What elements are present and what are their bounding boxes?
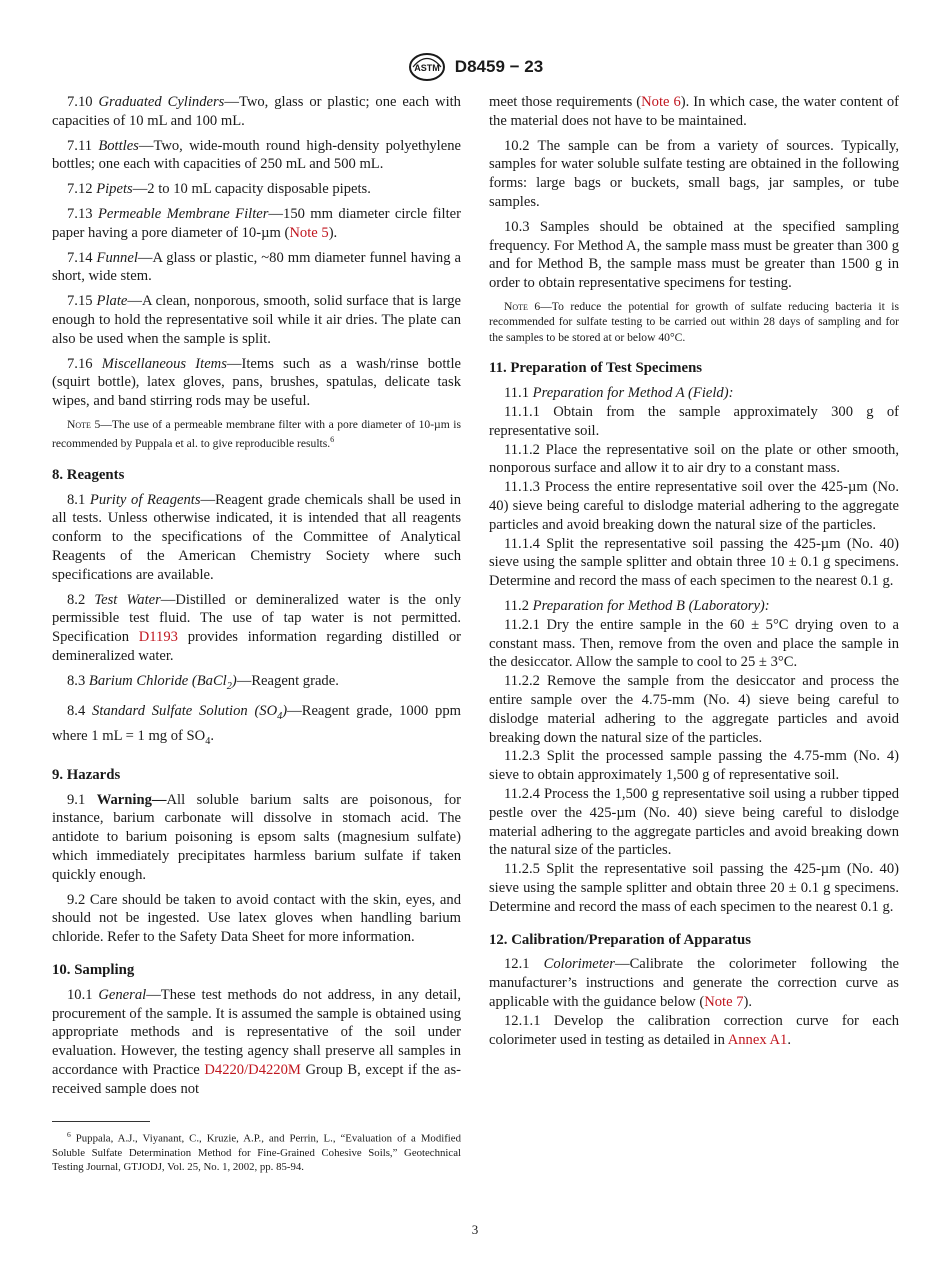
note-7-link[interactable]: Note 7 bbox=[704, 993, 744, 1010]
section-11-1-3: 11.1.3 Process the entire representative soil over the 425-µm (No. 40) sieve being careful to dislodge material adhering to the aggregate particles and avoid breaking down the natural size of the particles. bbox=[489, 479, 899, 533]
left-column bbox=[52, 93, 461, 1175]
heading-sampling: 10. Sampling bbox=[52, 962, 135, 979]
section-11-1-2: 11.1.2 Place the representative soil on the plate or other smooth, nonporous surface and allow it to air dry to a constant mass. bbox=[489, 441, 899, 477]
right-column bbox=[489, 93, 899, 1049]
footnote-divider bbox=[52, 1121, 150, 1122]
section-8-1: 8.1 Purity of Reagents—Reagent grade chemicals shall be used in all tests. Unless otherwise indicated, it is intended that all reagents conform to the specifications of the Committee of Analytical Reagents of the American Chemistry Society where such specifications are available. bbox=[52, 491, 462, 583]
section-7-16: 7.16 Miscellaneous Items—Items such as a wash/rinse bottle (squirt bottle), latex gloves, pans, brushes, spatulas, delicate task wipes, and band stirring rods may be useful. bbox=[52, 355, 461, 410]
section-10-2: 10.2 The sample can be from a variety of sources. Typically, samples for water soluble sulfate testing are obtained in the following forms: large bags or buckets, small bags, jar samples, or tube samples. bbox=[489, 137, 899, 210]
section-8-3: 8.3 Barium Chloride (BaCl$_2$)—Reagent grade. bbox=[67, 672, 339, 692]
section-11-2-3: 11.2.3 Split the processed sample passing the 4.75-mm (No. 4) sieve to obtain approximately 1,500 g of representative soil. bbox=[489, 748, 899, 784]
note-6-link[interactable]: Note 6 bbox=[641, 94, 681, 110]
section-11-2-4: 11.2.4 Process the 1,500 g representative soil using a rubber tipped pestle over the 425-µm (No. 40) sieve being careful to dislodge material adhering to the aggregate particles and avoid breaking down the natural size of the particles. bbox=[489, 786, 899, 859]
section-12-1-1: 12.1.1 Develop the calibration correction curve for each colorimeter used in testing as detailed in Annex A1. bbox=[489, 1012, 899, 1048]
section-7-11: 7.11 Bottles—Two, wide-mouth round high-density polyethylene bottles; one each with capacities of 250 mL and 500 mL. bbox=[52, 137, 461, 173]
section-11-1-1: 11.1.1 Obtain from the sample approximately 300 g of representative soil. bbox=[489, 404, 899, 439]
section-11-2-2: 11.2.2 Remove the sample from the desiccator and process the entire sample over the 4.75-mm (No. 4) sieve being careful to dislodge material adhering to the aggregate particles and avoid breaking down the natural size of the particles. bbox=[489, 673, 899, 746]
section-11-2: 11.2 Preparation for Method B (Laboratory): bbox=[504, 598, 770, 615]
document-designation: D8459 − 23 bbox=[454, 57, 544, 76]
section-10-1-continued: meet those requirements (Note 6). In which case, the water content of the material does not have to be maintained. bbox=[489, 94, 899, 129]
d1193-link[interactable]: D1193 bbox=[138, 629, 178, 646]
footnote-6: $^6$ Puppala, A.J., Viyanant, C., Kruzie, A.P., and Perrin, L., “Evaluation of a Modified Soluble Sulfate Determination Method for Fine-Grained Cohesive Soils,” Geotechnical Testing Journal, GTJODJ, Vol. 25, No. 1, 2002, pp. 85-94. bbox=[52, 1129, 462, 1174]
section-7-12: 7.12 Pipets—2 to 10 mL capacity disposable pipets. bbox=[67, 181, 371, 198]
section-11-1-4: 11.1.4 Split the representative soil passing the 425-µm (No. 40) sieve using the sample splitter and obtain three 10 ± 0.1 g specimens. Determine and record the mass of each specimen to the nearest 0.1 g. bbox=[489, 535, 899, 590]
heading-calibration: 12. Calibration/Preparation of Apparatus bbox=[489, 931, 751, 948]
section-9-1: 9.1 Warning—All soluble barium salts are poisonous, for instance, barium carbonate will dissolve in stomach acid. The antidote to barium poisoning is epsom salts (magnesium sulfate) which immediately precipitates harmless barium sulfate if taken quickly enough. bbox=[52, 791, 461, 883]
section-8-2: 8.2 Test Water—Distilled or demineralized water is the only permissible test fluid. The use of tap water is not permitted. Specification D1193 provides information regarding distilled or demineralized water. bbox=[52, 591, 461, 664]
note-6: Note 6—To reduce the potential for growth of sulfate reducing bacteria it is recommended for sulfate testing to be carried out within 28 days of sampling and for the samples to be stored at or below 40°C. bbox=[489, 299, 900, 344]
section-11-2-5: 11.2.5 Split the representative soil passing the 425-µm (No. 40) sieve using the sample splitter and obtain three 20 ± 0.1 g specimens. Determine and record the mass of each specimen to the nearest 0.1 g. bbox=[489, 861, 899, 915]
section-7-14: 7.14 Funnel—A glass or plastic, ~80 mm diameter funnel having a short, wide stem. bbox=[52, 249, 461, 285]
annex-a1-link[interactable]: Annex A1 bbox=[727, 1031, 788, 1048]
section-8-4: 8.4 Standard Sulfate Solution $(SO_4)—Reagent$ grade, 1000 ppm where 1 mL = 1 mg of $SO_4$. bbox=[52, 703, 461, 748]
astm-logo-icon bbox=[407, 52, 447, 82]
section-11-2-1: 11.2.1 Dry the entire sample in the 60 ± 5°C drying oven to a constant mass. Then, remove from the oven and place the sample in the desiccator. Allow the sample to cool to 25 ± 3°C. bbox=[489, 616, 899, 671]
section-7-15: 7.15 Plate—A clean, nonporous, smooth, solid surface that is large enough to hold the representative soil while it air dries. The plate can also be used when the sample is split. bbox=[52, 293, 461, 347]
page-number: 3 bbox=[471, 1222, 479, 1237]
heading-reagents: 8. Reagents bbox=[52, 466, 125, 483]
section-12-1: 12.1 Colorimeter—Calibrate the colorimeter following the manufacturer’s instructions and generate the correction curve as applicable with the guidance below (Note 7). bbox=[489, 956, 900, 1010]
section-7-10: 7.10 Graduated Cylinders—Two, glass or plastic; one each with capacities of 10 mL and 100 mL. bbox=[52, 94, 461, 129]
page-header bbox=[0, 52, 950, 82]
section-11-1: 11.1 Preparation for Method A (Field): bbox=[504, 385, 734, 402]
note-5: Note 5—The use of a permeable membrane filter with a pore diameter of 10-µm is recommended by Puppala et al. to give reproducible results.$^6$ bbox=[52, 417, 462, 451]
heading-preparation-specimens: 11. Preparation of Test Specimens bbox=[489, 360, 703, 377]
d4220-link[interactable]: D4220/D4220M bbox=[204, 1062, 301, 1079]
heading-hazards: 9. Hazards bbox=[52, 766, 121, 783]
svg-text:ASTM: ASTM bbox=[414, 63, 440, 73]
note-5-link[interactable]: Note 5 bbox=[289, 224, 329, 241]
section-10-3: 10.3 Samples should be obtained at the specified sampling frequency. For Method A, the sample mass must be greater than 300 g and for Method B, the sample mass must be greater than 1500 g in order to obtain representative specimens for testing. bbox=[489, 218, 899, 292]
section-9-2: 9.2 Care should be taken to avoid contact with the skin, eyes, and should not be ingested. Use latex gloves when handling barium chloride. Refer to the Safety Data Sheet for more information. bbox=[52, 891, 461, 946]
section-7-13: 7.13 Permeable Membrane Filter—150 mm diameter circle filter paper having a pore diameter of 10-µm (Note 5). bbox=[52, 205, 462, 241]
section-10-1: 10.1 General—These test methods do not address, in any detail, procurement of the sample. It is assumed the sample is obtained using appropriate methods and is representative of the soil under evaluation. However, the testing agency shall preserve all samples in accordance with Practice D4220/D4220M Group B, except if the as-received sample does not bbox=[52, 986, 461, 1097]
